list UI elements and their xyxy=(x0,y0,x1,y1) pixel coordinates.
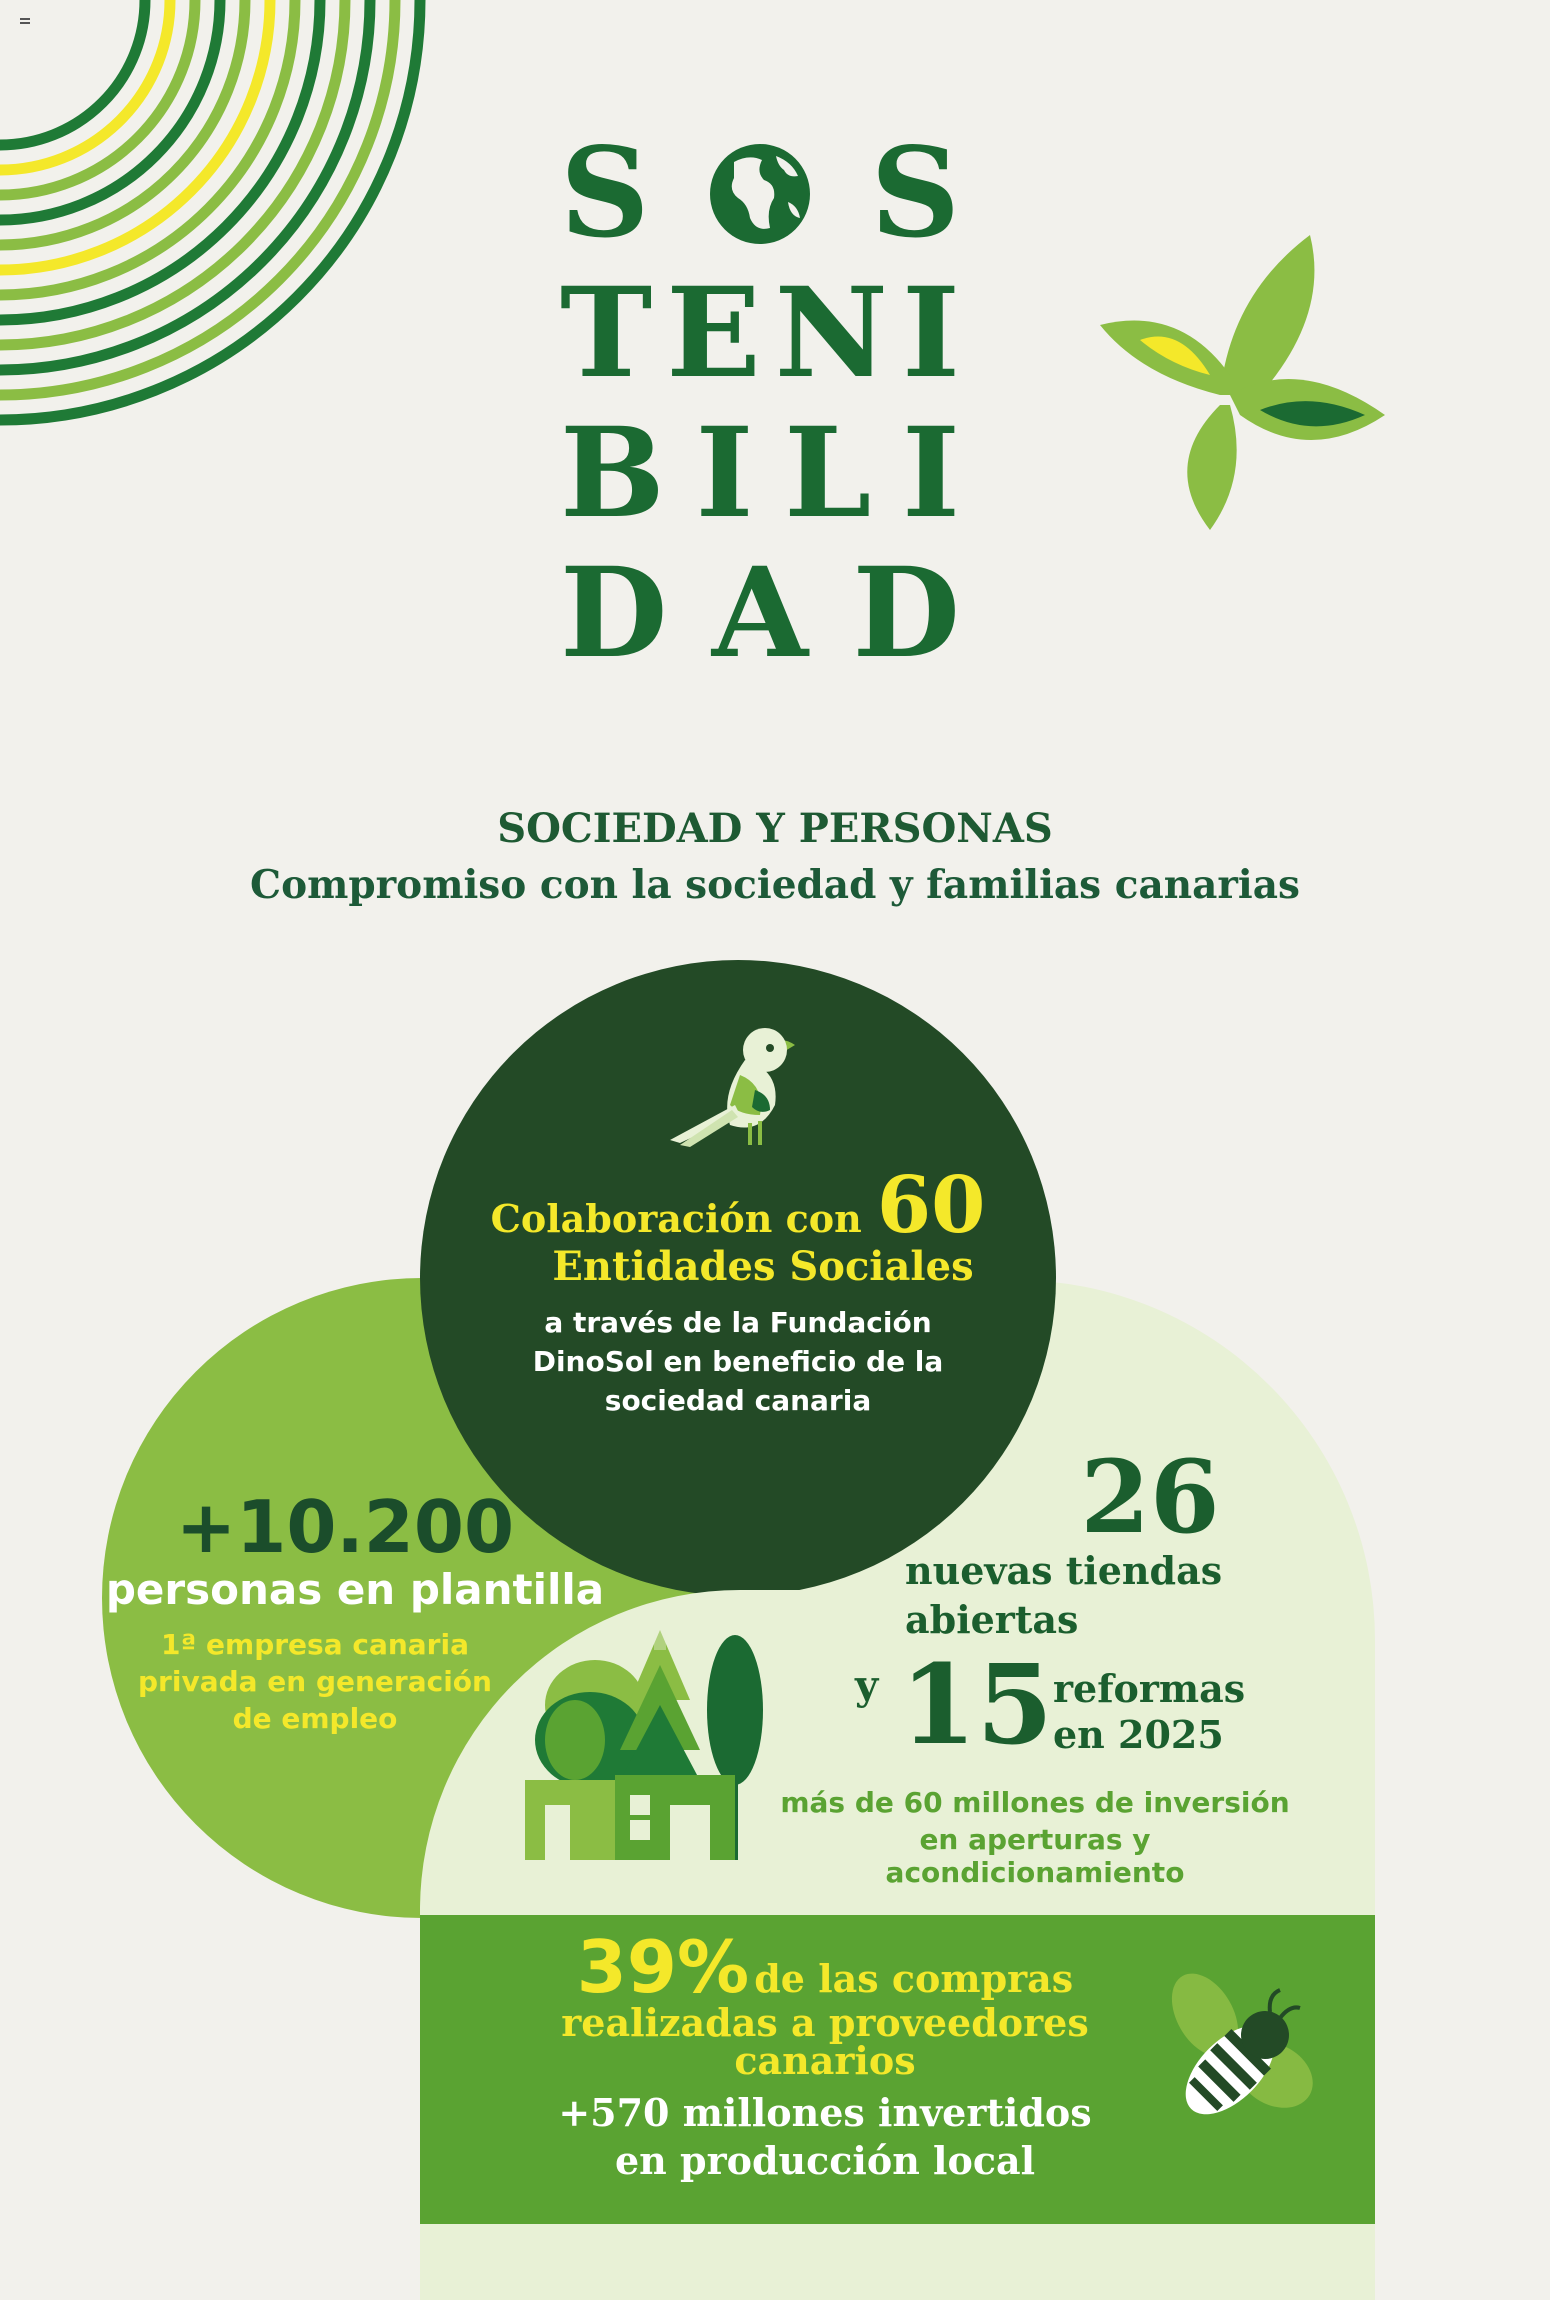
social-line2: Entidades Sociales xyxy=(552,1243,974,1290)
section-subheading: Compromiso con la sociedad y familias canarias xyxy=(250,862,1300,908)
title-line-1 xyxy=(560,121,960,266)
title-letter: B xyxy=(560,401,665,546)
reforms-label-2: en 2025 xyxy=(1053,1712,1224,1757)
suppliers-invest-2: en producción local xyxy=(614,2138,1036,2183)
title-letter: L xyxy=(784,401,872,546)
title-letter: S xyxy=(560,121,650,266)
title-letter: D xyxy=(852,541,960,686)
title-line-3 xyxy=(560,401,960,546)
social-desc-1: a través de la Fundación xyxy=(544,1306,932,1339)
bird-icon xyxy=(660,1015,810,1155)
title-letter: S xyxy=(870,121,960,266)
title-letter: A xyxy=(711,541,809,686)
employment-number: +10.200 xyxy=(175,1485,515,1569)
employment-note-3: de empleo xyxy=(232,1702,398,1735)
suppliers-percent: 39% xyxy=(576,1925,750,2009)
title-letter: D xyxy=(560,541,668,686)
suppliers-line-2: realizadas a proveedores xyxy=(561,2000,1089,2045)
employment-label: personas en plantilla xyxy=(105,1565,605,1614)
suppliers-headline xyxy=(420,1925,1230,2009)
suppliers-line-3: canarios xyxy=(734,2038,916,2083)
social-desc-2: DinoSol en beneficio de la xyxy=(532,1345,944,1378)
employment-note-2: privada en generación xyxy=(138,1665,492,1698)
store-trees-icon xyxy=(520,1610,780,1860)
leaf-icon xyxy=(1080,225,1400,535)
social-prefix: Colaboración con xyxy=(490,1196,862,1241)
reforms-label-1: reformas xyxy=(1053,1666,1246,1711)
section-heading: SOCIEDAD Y PERSONAS xyxy=(497,805,1053,852)
stores-invest-2: en aperturas y acondicionamiento xyxy=(885,1823,1185,1889)
stores-connector: y xyxy=(855,1662,879,1709)
stores-label-1: nuevas tiendas xyxy=(905,1548,1223,1593)
title-letter: E xyxy=(666,261,761,406)
bee-icon xyxy=(1150,1960,1330,2140)
title-letter: T xyxy=(560,261,653,406)
social-desc-3: sociedad canaria xyxy=(604,1384,872,1417)
title-line-4 xyxy=(560,541,960,686)
employment-note-1: 1ª empresa canaria xyxy=(161,1628,469,1661)
stores-invest-1: más de 60 millones de inversión xyxy=(780,1786,1290,1819)
stores-number: 26 xyxy=(1080,1438,1220,1556)
decorative-arcs xyxy=(0,0,430,450)
stores-label-2: abiertas xyxy=(905,1597,1079,1642)
suppliers-line-1: de las compras xyxy=(754,1956,1074,2001)
title-letter: I xyxy=(901,401,960,546)
suppliers-invest-1: +570 millones invertidos xyxy=(558,2090,1092,2135)
title-line-2 xyxy=(560,261,960,406)
globe-icon xyxy=(704,132,816,252)
title-letter: I xyxy=(901,261,960,406)
title-letter: I xyxy=(695,401,754,546)
title-letter: N xyxy=(774,261,889,406)
social-number: 60 xyxy=(876,1160,986,1251)
social-headline xyxy=(430,1160,1046,1251)
reforms-number: 15 xyxy=(900,1640,1054,1769)
